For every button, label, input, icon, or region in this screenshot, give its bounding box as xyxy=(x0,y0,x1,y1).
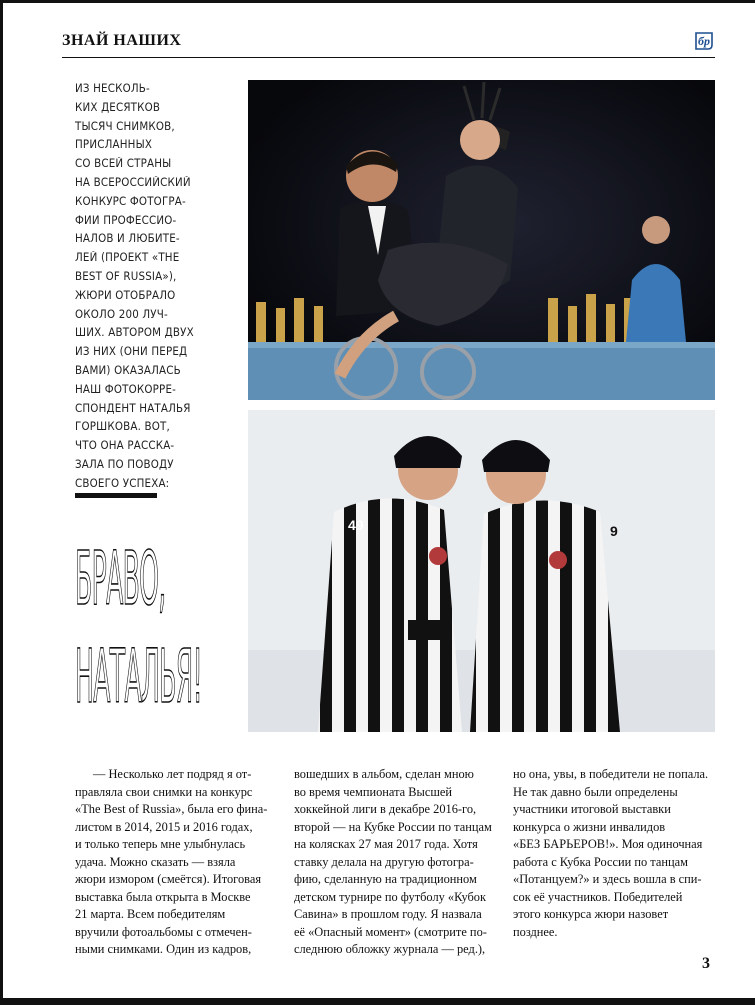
page-bottom-rule xyxy=(0,998,755,1005)
intro-line: НА ВСЕРОССИЙСКИЙ xyxy=(75,175,191,189)
intro-line: СВОЕГО УСПЕХА: xyxy=(75,476,170,490)
intro-line: КОНКУРС ФОТОГРА- xyxy=(75,194,186,208)
publication-logo-icon xyxy=(693,31,715,51)
body-line: сок её участников. Победителей xyxy=(513,889,683,904)
body-line: хоккейной лиги в декабре 2016-го, xyxy=(294,802,477,816)
body-line: удача. Можно сказать — взяла xyxy=(75,854,236,869)
headline-line: БРАВО, xyxy=(75,536,166,622)
headline-line: НАТАЛЬЯ! xyxy=(75,634,203,720)
intro-line: СПОНДЕНТ НАТАЛЬЯ xyxy=(75,401,191,415)
body-line: правляла свои снимки на конкурс xyxy=(75,784,253,799)
referee-number-left: 49 xyxy=(348,517,364,533)
body-column-2 xyxy=(294,766,506,959)
body-line: листом в 2014, 2015 и 2016 годах, xyxy=(75,819,253,834)
page-number: 3 xyxy=(702,955,710,972)
headline xyxy=(75,530,245,726)
intro-text xyxy=(75,80,235,494)
body-line: «БЕЗ БАРЬЕРОВ!». Моя одиночная xyxy=(513,837,703,851)
body-line: 21 марта. Всем победителям xyxy=(75,907,226,921)
intro-line: ИЗ НИХ (ОНИ ПЕРЕД xyxy=(75,345,188,359)
intro-line: ЗАЛА ПО ПОВОДУ xyxy=(75,457,174,471)
body-line: и только теперь мне улыбнулась xyxy=(75,837,246,851)
body-line: Савина» в прошлом году. Я назвала xyxy=(294,907,482,921)
intro-line: ЖЮРИ ОТОБРАЛО xyxy=(75,288,176,302)
intro-line: ВАМИ) ОКАЗАЛАСЬ xyxy=(75,363,181,377)
body-line: фию, сделанную на традиционном xyxy=(294,872,477,886)
intro-line: НАЛОВ И ЛЮБИТЕ- xyxy=(75,232,180,246)
body-line: её «Опасный момент» (смотрите по- xyxy=(294,924,487,939)
body-line: Не так давно были определены xyxy=(513,784,678,799)
intro-line: СО ВСЕЙ СТРАНЫ xyxy=(75,157,172,171)
intro-line: BEST OF RUSSIA»), xyxy=(75,269,177,283)
body-line: «Потанцуем?» и здесь вошла в спи- xyxy=(513,872,702,886)
body-line: во время чемпионата Высшей xyxy=(294,784,453,799)
intro-line: ИЗ НЕСКОЛЬ- xyxy=(75,82,150,95)
body-line: участники итоговой выставки xyxy=(513,802,671,816)
hockey-referees-photo xyxy=(248,410,715,732)
page-left-rule xyxy=(0,0,3,1005)
body-line: ными снимками. Один из кадров, xyxy=(75,942,252,956)
body-line: работа с Кубка России по танцам xyxy=(513,854,688,869)
body-line: «The Best of Russia», была его фина- xyxy=(75,802,268,816)
body-line: но она, увы, в победители не попала. xyxy=(513,767,709,781)
body-line: детском турнире по футболу «Кубок xyxy=(294,889,486,904)
intro-line: НАШ ФОТОКОРРЕ- xyxy=(75,382,177,396)
header-rule xyxy=(62,57,715,58)
body-column-1 xyxy=(75,766,287,959)
body-line: ставку делала на другую фотогра- xyxy=(294,854,474,869)
intro-line: ШИХ. АВТОРОМ ДВУХ xyxy=(75,326,194,340)
body-column-3 xyxy=(513,766,725,941)
body-line: — Несколько лет подряд я от- xyxy=(93,767,252,781)
referee-number-right: 9 xyxy=(610,523,618,539)
body-line: этого конкурса жюри назовет xyxy=(513,907,669,921)
body-line: позднее. xyxy=(513,924,558,939)
intro-line: ЧТО ОНА РАССКА- xyxy=(75,439,175,453)
wheelchair-dance-photo xyxy=(248,80,715,400)
section-label: ЗНАЙ НАШИХ xyxy=(62,32,182,49)
intro-line: КИХ ДЕСЯТКОВ xyxy=(75,100,161,114)
body-line: вручили фотоальбомы с отмечен- xyxy=(75,924,252,939)
body-line: вошедших в альбом, сделан мною xyxy=(294,767,474,781)
svg-text:бр: бр xyxy=(698,34,710,48)
intro-line: ОКОЛО 200 ЛУЧ- xyxy=(75,307,168,321)
body-line: на колясках 27 мая 2017 года. Хотя xyxy=(294,837,478,851)
body-line: выставка была открыта в Москве xyxy=(75,889,251,904)
page-top-rule xyxy=(0,0,755,3)
intro-line: ГОРШКОВА. ВОТ, xyxy=(75,420,170,434)
intro-line: ФИИ ПРОФЕССИО- xyxy=(75,213,177,227)
intro-line: ЛЕЙ (ПРОЕКТ «THE xyxy=(75,251,180,265)
body-line: жюри измором (смеётся). Итоговая xyxy=(75,872,262,886)
body-line: конкурса о жизни инвалидов xyxy=(513,819,666,834)
intro-line: ТЫСЯЧ СНИМКОВ, xyxy=(75,119,175,133)
intro-line: ПРИСЛАННЫХ xyxy=(75,138,153,152)
body-line: второй — на Кубке России по танцам xyxy=(294,819,492,834)
intro-underline xyxy=(75,493,157,498)
body-line: следнюю обложку журнала — ред.), xyxy=(294,942,486,956)
